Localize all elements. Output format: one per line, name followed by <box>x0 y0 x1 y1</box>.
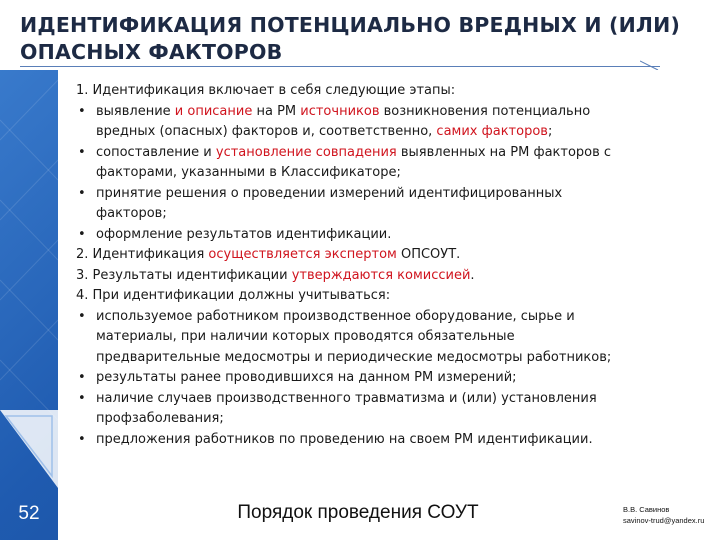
bullet-results: • оформление результатов идентификации. <box>76 225 708 246</box>
corner-decoration <box>0 410 58 490</box>
text-run: возникновения потенциально <box>379 103 591 119</box>
bullet-injuries-cont: профзаболевания; <box>96 411 224 426</box>
text-run: вредных (опасных) факторов и, соответственно, <box>96 124 437 139</box>
text-run: выявление <box>96 103 175 119</box>
text-run: ОПСОУТ. <box>396 247 461 262</box>
bullet-decision: • принятие решения о проведении измерений идентифицированных <box>76 184 708 205</box>
text-run: на РМ <box>252 103 301 119</box>
bullet-identify <box>76 102 708 123</box>
bullet-prior-measurements: • результаты ранее проводившихся на данном РМ измерений; <box>76 368 708 389</box>
bullet-equipment: • используемое работником производственное оборудование, сырье и <box>76 307 708 328</box>
text-run: ; <box>547 124 553 139</box>
highlight-run: утверждаются комиссией <box>291 267 471 283</box>
title-underline <box>20 66 660 67</box>
bullet-compare <box>76 143 708 164</box>
highlight-run: источников <box>300 103 380 119</box>
highlight-run: осуществляется экспертом <box>208 247 397 262</box>
slide-number: 52 <box>18 503 40 524</box>
item-1-heading: 1. Идентификация включает в себя следующие этапы: <box>76 83 456 98</box>
bullet-decision-cont: факторов; <box>96 206 167 221</box>
item-3 <box>76 266 708 287</box>
bullet-identify-cont <box>76 122 708 143</box>
highlight-run: и описание <box>174 103 253 119</box>
bullet-injuries: • наличие случаев производственного травматизма и (или) установления <box>76 389 708 410</box>
author-email: savinov-trud@yandex.ru <box>623 516 705 525</box>
text-run: 2. Идентификация <box>76 247 209 262</box>
text-run: 3. Результаты идентификации <box>76 267 292 283</box>
text-run: сопоставление и <box>96 144 216 160</box>
title-band <box>0 0 720 70</box>
footer-bar <box>58 488 720 540</box>
text-run: выявленных на РМ факторов с <box>396 144 612 160</box>
author-name: В.В. Савинов <box>623 505 670 514</box>
bullet-equipment-cont-2: предварительные медосмотры и периодические медосмотры работников; <box>96 349 612 365</box>
item-4-heading: 4. При идентификации должны учитываться: <box>76 288 391 303</box>
content-panel <box>58 70 720 488</box>
bullet-equipment-cont-1: материалы, при наличии которых проводятся обязательные <box>96 329 515 344</box>
bullet-compare-cont: факторами, указанными в Классификаторе; <box>96 165 401 180</box>
text-block <box>76 81 708 450</box>
text-run: . <box>470 267 475 283</box>
footer-title: Порядок проведения СОУТ <box>237 502 479 523</box>
highlight-run: установление совпадения <box>215 144 397 160</box>
highlight-run: самих факторов <box>436 124 548 139</box>
bullet-proposals: • предложения работников по проведению на своем РМ идентификации. <box>76 430 708 451</box>
footer-author <box>623 504 719 526</box>
slide-title: ИДЕНТИФИКАЦИЯ ПОТЕНЦИАЛЬНО ВРЕДНЫХ И (ИЛИ) ОПАСНЫХ ФАКТОРОВ <box>20 13 681 64</box>
item-2 <box>76 245 708 266</box>
